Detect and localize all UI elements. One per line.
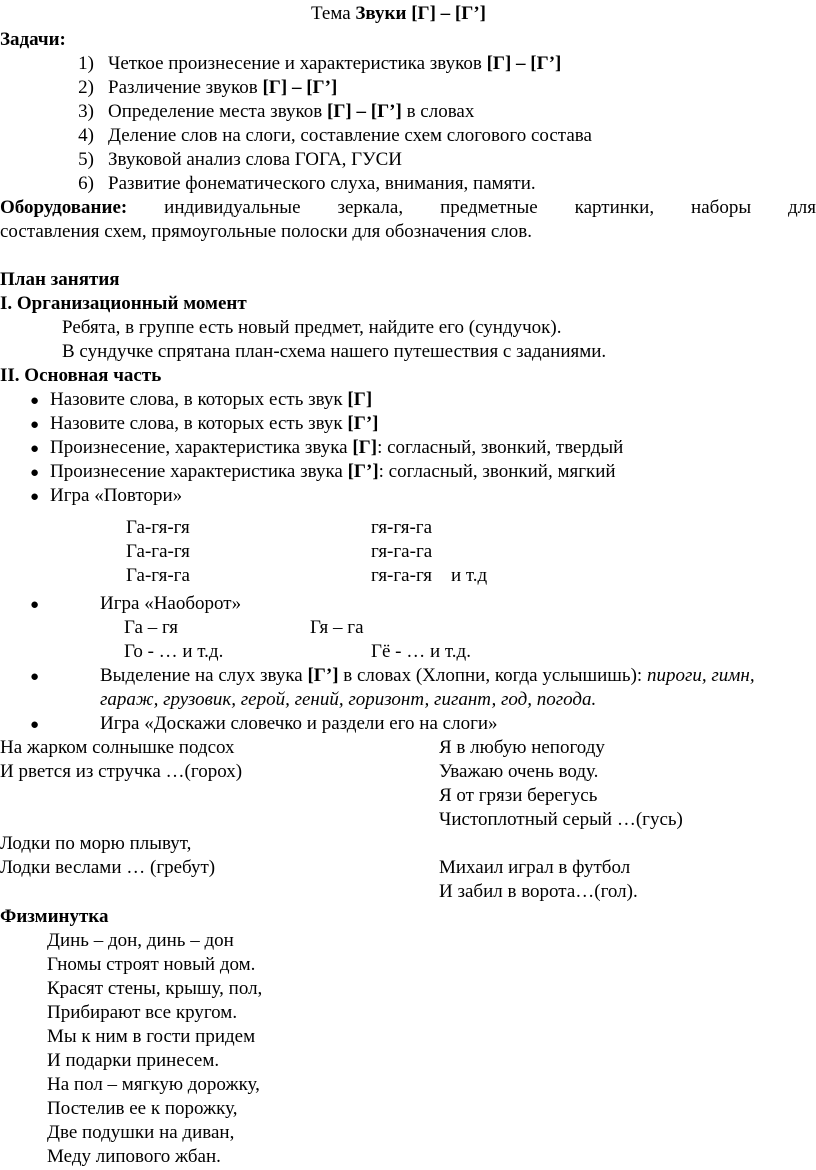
tasks-heading: Задачи: <box>0 29 66 50</box>
riddle-line: Лодки веслами … (гребут) <box>0 857 216 878</box>
task-text <box>108 100 474 124</box>
list-item-bold: [Г] <box>347 389 373 410</box>
equipment-word: наборы <box>691 197 752 218</box>
riddle-line: Михаил играл в футбол <box>439 857 631 878</box>
repeat-cell-right: гя-га-гя и т.д <box>371 565 488 586</box>
task-number: 6) <box>78 173 94 194</box>
equipment-word: индивидуальные <box>164 197 301 218</box>
reverse-cell-right: Гя – га <box>310 617 364 638</box>
page-title <box>311 2 486 26</box>
riddle-line: Лодки по морю плывут, <box>0 833 192 854</box>
list-item-text: Игра «Повтори» <box>50 485 183 506</box>
list-item-text: Произнесение, характеристика звука <box>50 437 353 458</box>
repeat-cell-left: Га-гя-га <box>126 565 190 586</box>
poem-line: На пол – мягкую дорожку, <box>47 1074 260 1095</box>
bullet-icon: ● <box>30 465 40 481</box>
bullet-icon: ● <box>30 417 40 433</box>
task-number: 5) <box>78 149 94 170</box>
task-text-bold: [Г] – [Г’] <box>486 53 562 74</box>
riddle-line: И забил в ворота…(гол). <box>439 881 638 902</box>
title-topic: Звуки [Г] – [Г’] <box>355 3 487 24</box>
list-item-after: : согласный, звонкий, мягкий <box>378 461 616 482</box>
equipment-word: для <box>788 197 816 218</box>
task-text-main: Развитие фонематического слуха, внимания, памяти. <box>108 173 536 194</box>
task-number: 1) <box>78 53 94 74</box>
equipment-word: предметные <box>440 197 538 218</box>
riddle-line: На жарком солнышке подсох <box>0 737 235 758</box>
repeat-cell-left: Га-га-гя <box>126 541 190 562</box>
equipment-line-1 <box>0 196 816 220</box>
section-1-heading: I. Организационный момент <box>0 293 247 314</box>
repeat-cell-right: гя-гя-га <box>371 517 432 538</box>
task-text-main: Четкое произнесение и характеристика звуков <box>108 53 487 74</box>
list-item-text: Назовите слова, в которых есть звук <box>50 413 348 434</box>
task-text-bold: [Г] – [Г’] <box>262 77 338 98</box>
hearing-words-2: гараж, грузовик, герой, гений, горизонт, гигант, год, погода. <box>100 689 597 710</box>
poem-line: Постелив ее к порожку, <box>47 1098 238 1119</box>
hearing-words-1: пироги, гимн, <box>646 665 755 686</box>
task-text <box>108 172 536 196</box>
bullet-icon: ● <box>30 669 40 685</box>
hearing-sound: [Г’] <box>307 665 339 686</box>
repeat-cell-left: Га-гя-гя <box>126 517 190 538</box>
task-text <box>108 76 337 100</box>
list-item-text: Произнесение характеристика звука <box>50 461 348 482</box>
task-text <box>108 124 592 148</box>
list-item-bold: [Г] <box>352 437 378 458</box>
poem-line: И подарки принесем. <box>47 1050 220 1071</box>
poem-line: Красят стены, крышу, пол, <box>47 978 263 999</box>
task-text-after: в словах <box>401 101 475 122</box>
hearing-text: Выделение на слух звука <box>100 665 308 686</box>
riddle-line: Чистоплотный серый …(гусь) <box>439 809 683 830</box>
list-item <box>50 388 372 412</box>
section-1-line: Ребята, в группе есть новый предмет, найдите его (сундучок). <box>62 317 562 338</box>
repeat-cell-right: гя-га-га <box>371 541 433 562</box>
bullet-icon: ● <box>30 393 40 409</box>
list-item-bold: [Г’] <box>347 461 379 482</box>
task-text-main: Звуковой анализ слова ГОГА, ГУСИ <box>108 149 402 170</box>
section-2-heading: II. Основная часть <box>0 365 162 386</box>
section-1-line: В сундучке спрятана план-схема нашего путешествия с заданиями. <box>62 341 607 362</box>
reverse-game-label: Игра «Наоборот» <box>100 593 242 614</box>
poem-line: Две подушки на диван, <box>47 1122 235 1143</box>
task-text <box>108 148 402 172</box>
list-item-bold: [Г’] <box>347 413 379 434</box>
reverse-cell-right: Гё - … и т.д. <box>371 641 471 662</box>
list-item-after: : согласный, звонкий, твердый <box>377 437 624 458</box>
poem-line: Динь – дон, динь – дон <box>47 930 234 951</box>
bullet-icon: ● <box>30 441 40 457</box>
riddle-line: Я от грязи берегусь <box>439 785 598 806</box>
list-item <box>50 436 623 460</box>
list-item <box>50 460 616 484</box>
poem-line: Мы к ним в гости придем <box>47 1026 256 1047</box>
equipment-line-2: составления схем, прямоугольные полоски для обозначения слов. <box>0 221 533 242</box>
reverse-cell-left: Га – гя <box>124 617 179 638</box>
list-item-text: Назовите слова, в которых есть звук <box>50 389 348 410</box>
bullet-icon: ● <box>30 597 40 613</box>
riddle-line: Я в любую непогоду <box>439 737 605 758</box>
task-text-main: Деление слов на слоги, составление схем слогового состава <box>108 125 592 146</box>
physminute-heading: Физминутка <box>0 906 109 927</box>
equipment-label: Оборудование: <box>0 197 128 218</box>
hearing-task <box>100 664 755 688</box>
poem-line: Прибирают все кругом. <box>47 1002 238 1023</box>
hearing-after: в словах (Хлопни, когда услышишь): <box>338 665 647 686</box>
list-item <box>50 484 182 508</box>
task-number: 2) <box>78 77 94 98</box>
riddle-line: Уважаю очень воду. <box>439 761 599 782</box>
task-text-bold: [Г] – [Г’] <box>327 101 402 122</box>
task-text-main: Определение места звуков <box>108 101 328 122</box>
poem-line: Гномы строят новый дом. <box>47 954 256 975</box>
riddle-line: И рвется из стручка …(горох) <box>0 761 243 782</box>
task-number: 4) <box>78 125 94 146</box>
plan-heading: План занятия <box>0 269 120 290</box>
task-number: 3) <box>78 101 94 122</box>
title-prefix: Тема <box>311 3 356 24</box>
equipment-word: зеркала, <box>337 197 404 218</box>
equipment-word: картинки, <box>574 197 655 218</box>
task-text-main: Различение звуков <box>108 77 263 98</box>
finish-game-label: Игра «Доскажи словечко и раздели его на слоги» <box>100 713 498 734</box>
task-text <box>108 52 561 76</box>
poem-line: Меду липового жбан. <box>47 1146 221 1167</box>
bullet-icon: ● <box>30 489 40 505</box>
list-item <box>50 412 379 436</box>
reverse-cell-left: Го - … и т.д. <box>124 641 224 662</box>
bullet-icon: ● <box>30 717 40 733</box>
